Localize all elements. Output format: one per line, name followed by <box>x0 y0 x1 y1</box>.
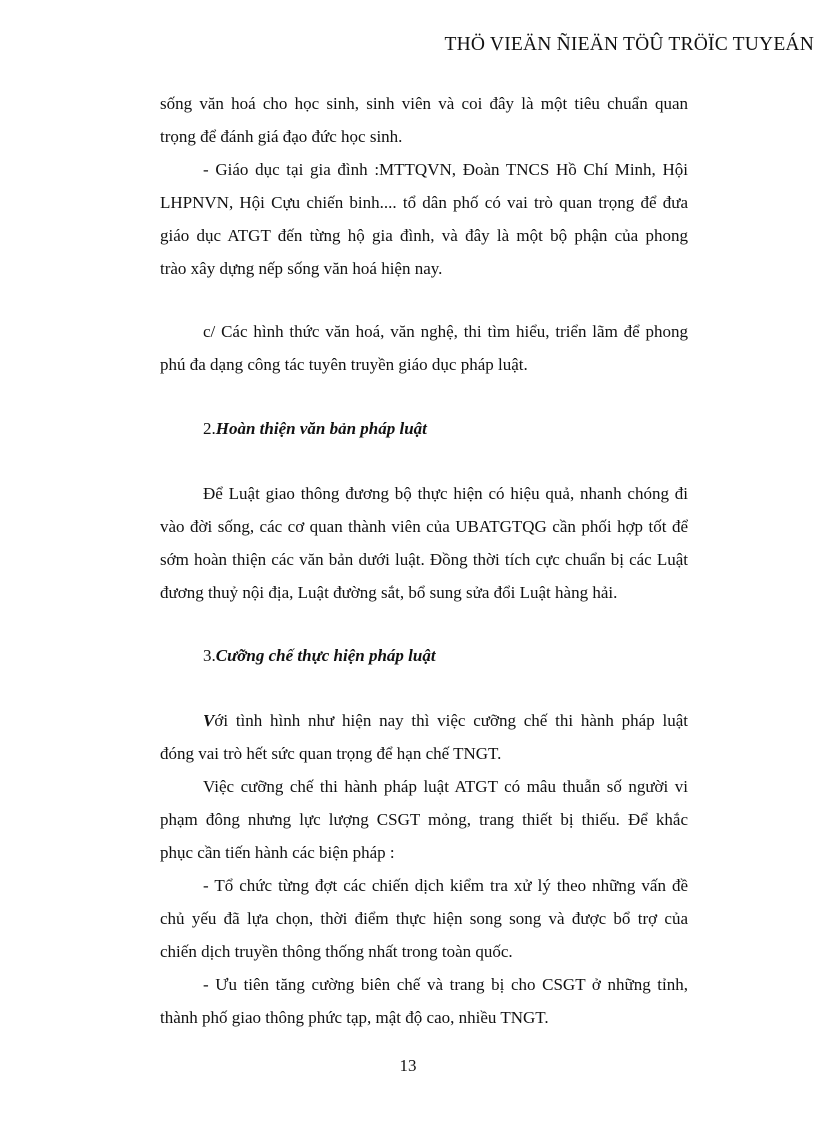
text-line <box>203 711 688 731</box>
text-line: giáo dục ATGT đến từng hộ gia đình, và đây là một bộ phận của phong <box>160 226 688 245</box>
text-line: phạm đông nhưng lực lượng CSGT mỏng, trang thiết bị thiếu. Để khắc <box>160 810 688 829</box>
text-line: vào đời sống, các cơ quan thành viên của UBATGTQG cần phối hợp tốt để <box>160 517 688 536</box>
text-line: chủ yếu đã lựa chọn, thời điểm thực hiện song song và được bổ trợ của <box>160 909 688 928</box>
text-line: c/ Các hình thức văn hoá, văn nghệ, thi tìm hiểu, triển lãm để phong <box>203 322 688 341</box>
page-number: 13 <box>399 1056 417 1075</box>
text-line: sống văn hoá cho học sinh, sinh viên và coi đây là một tiêu chuẩn quan <box>160 94 688 113</box>
text-line: đương thuỷ nội địa, Luật đường sắt, bổ sung sửa đổi Luật hàng hải. <box>160 583 618 602</box>
section-title: Hoàn thiện văn bản pháp luật <box>215 419 427 438</box>
text-line: trọng để đánh giá đạo đức học sinh. <box>160 127 403 146</box>
text-line: sớm hoàn thiện các văn bản dưới luật. Đồng thời tích cực chuẩn bị các Luật <box>160 550 688 569</box>
text-line: phục cần tiến hành các biện pháp : <box>160 843 395 862</box>
section-heading <box>203 646 436 666</box>
text-line: - Ưu tiên tăng cường biên chế và trang bị cho CSGT ở những tỉnh, <box>203 975 688 994</box>
text-line: Để Luật giao thông đương bộ thực hiện có hiệu quả, nhanh chóng đi <box>203 484 688 503</box>
section-heading <box>203 419 427 439</box>
text-line: chiến dịch truyền thông thống nhất trong toàn quốc. <box>160 942 513 961</box>
section-title: Cưỡng chế thực hiện pháp luật <box>215 646 436 665</box>
section-number: 3. <box>203 646 216 665</box>
text-line: - Tổ chức từng đợt các chiến dịch kiểm tra xử lý theo những vấn đề <box>203 876 688 895</box>
text-line: trào xây dựng nếp sống văn hoá hiện nay. <box>160 259 443 278</box>
text-line: Việc cưỡng chế thi hành pháp luật ATGT có mâu thuẫn số người vi <box>203 777 688 796</box>
text-line: phú đa dạng công tác tuyên truyền giáo dục pháp luật. <box>160 355 528 374</box>
drop-letter: V <box>203 711 215 730</box>
text-line: đóng vai trò hết sức quan trọng để hạn chế TNGT. <box>160 744 502 763</box>
section-number: 2. <box>203 419 216 438</box>
text-line: - Giáo dục tại gia đình :MTTQVN, Đoàn TNCS Hồ Chí Minh, Hội <box>203 160 688 179</box>
page-header: THÖ VIEÄN ÑIEÄN TÖÛ TRÖÏC TUYEÁN <box>444 34 814 55</box>
text-span: ới tình hình như hiện nay thì việc cưỡng chế thi hành pháp luật <box>214 711 688 730</box>
text-line: thành phố giao thông phức tạp, mật độ cao, nhiều TNGT. <box>160 1008 549 1027</box>
text-line: LHPNVN, Hội Cựu chiến binh.... tổ dân phố có vai trò quan trọng để đưa <box>160 193 688 212</box>
